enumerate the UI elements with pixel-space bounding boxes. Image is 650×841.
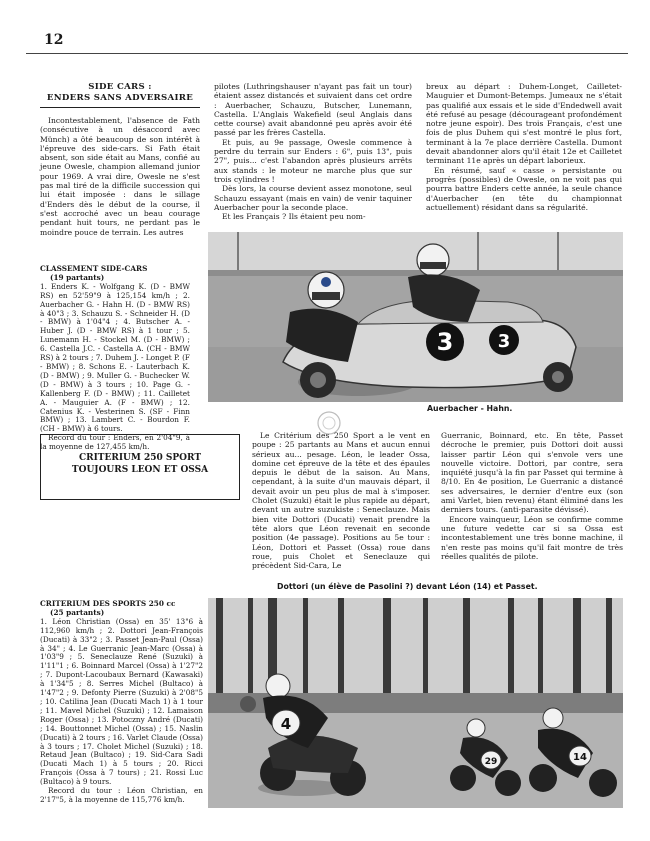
article-column-5 bbox=[441, 431, 623, 561]
results-subtitle: (19 partants) bbox=[50, 272, 105, 282]
article-column-1 bbox=[40, 116, 200, 237]
article-column-4 bbox=[252, 431, 430, 570]
race-number-text: 29 bbox=[484, 757, 498, 767]
race-number-text: 3 bbox=[436, 328, 454, 356]
race-number-text: 3 bbox=[497, 331, 511, 352]
results-body: 1. Léon Christian (Ossa) en 35' 13"6 à 112,960 km/h ; 2. Dottori Jean-François (Ducati) à 33"2 ; 3. Passet Jean-Paul (Ossa) à 34" ; 4. Le Guerranic Jean-Marc (Ossa) à 1'03"9 ; 5. Seneclauze René (Suzuki) à 1'11"1 ; 6. Boinnard Marcel (Ossa) à 1'27"2 ; 7. Dupont-Lacoubaux Bernard (Kawasaki) à 1'34"5 ; 8. Serres Michel (Bultaco) à 1'47"2 ; 9. Defonty Pierre (Suzuki) à 2'08"5 ; 10. Catilina Jean (Ducati Mach 1) à 1 tour ; 11. Mavel Michel (Suzuki) ; 12. Lamaison Roger (Ossa) ; 13. Potoczny André (Ducati) ; 14. Bouttonnet Michel (Ossa) ; 15. Naslin (Ducati) à 2 tours ; 16. Varlet Claude (Ossa) à 3 tours ; 17. Cholet Michel (Suzuki) ; 18. Retaud Jean (Bultaco) ; 19. Sid-Cara Sadi (Ducati Mach 1) à 5 tours ; 20. Ricci François (Ossa à 7 tours) ; 21. Rossi Luc (Bultaco) à 9 tours. bbox=[40, 616, 203, 787]
results-sidecars bbox=[40, 265, 190, 452]
article-title bbox=[40, 452, 240, 476]
sidecar-photo-art bbox=[208, 232, 623, 402]
results-record: Record du tour : Léon Christian, en 2'17"5, à la moyenne de 115,776 km/h. bbox=[40, 786, 203, 804]
article-paragraph: Incontestablement, l'absence de Fath (consécutive à un désaccord avec Münch) a ôté beaucoup de son intérêt à l'épreuve des side-cars. Si Fath était absent, son side était au Mans, confié au jeune Owesle, champion allemand junior pour 1969. A vrai dire, Owesle ne s'est pas mal tiré de la difficile succession qui lui était imposée : dans le sillage d'Enders dès le début de la course, il s'est accroché avec un beau courage pendant huit tours, ne perdant pas le moindre pouce de terrain. Les autres bbox=[40, 116, 200, 237]
results-subtitle: (25 partants) bbox=[50, 607, 105, 617]
article-paragraph: Encore vainqueur, Léon se confirme comme une future vedette car si sa Ossa est incontestablement une très bonne machine, il n'en reste pas moins qu'il fait montre de très réelles qualités de pilote. bbox=[441, 514, 623, 561]
results-title: CRITERIUM DES SPORTS 250 cc bbox=[40, 599, 176, 608]
article-paragraph: Le Critérium des 250 Sport a le vent en poupe : 25 partants au Mans et aucun ennui sérieux au... pesage. Léon, le leader Ossa, domine cet épreuve de la tête et des épaules depuis le début de la saison. Au Mans, cependant, à la suite d'un mauvais départ, il devait avoir un peu plus de mal à s'imposer. Cholet (Suzuki) était le plus rapide au départ, devant un autre suzukiste : Seneclauze. Mais bien vite Dottori (Ducati) venait prendre la tête alors que Léon revenait en seconde position (4e passage). Positions au 5e tour : Léon, Dottori et Passet (Ossa) roue dans roue, puis Cholet et Seneclauze qui précèdent Sid-Cara, Le bbox=[252, 431, 430, 571]
sidecar-photo bbox=[208, 232, 623, 402]
article-title-line1: CRITERIUM 250 SPORT bbox=[78, 453, 202, 463]
article-paragraph: Et les Français ? Ils étaient peu nom- bbox=[222, 212, 366, 222]
race-number-text: 14 bbox=[573, 752, 587, 763]
article-paragraph: pilotes (Luthringshauser n'ayant pas fait un tour) étaient assez distancés et suivaient dans cet ordre : Auerbacher, Schauzu, Butscher, Lunemann, Castella. L'Anglais Wakefield (seul Anglais dans cette course) avait abandonné peu après avoir été passé par les frères Castella. bbox=[214, 82, 412, 138]
article-paragraph: Guerranic, Boinnard, etc. En tête, Passet décroche le premier, puis Dottori doit aussi laisser partir Léon qui s'envole vers une nouvelle victoire. Dottori, par contre, sera inquiété jusqu'à la fin par Passet qui termine à 8/10. En 4e position, Le Guerranic a distancé ses adversaires, le dernier d'entre eux (son ami Varlet, bien revenu) étant éliminé dans les derniers tours. (anti-parasite dévissé). bbox=[441, 431, 623, 515]
article-paragraph: breux au départ : Duhem-Longet, Cailletet-Mauguier et Dumont-Betemps. Jumeaux ne s'était pas qualifié aux essais et le side d'Endedwell avait été refusé au pesage (décourageant profondément notre jeune espoir). Des trois Français, c'est une fois de plus Duhem qui s'est montré le plus fort, terminant à la 7e place derrière Castella. Dumont devait abandonner alors qu'il était 12e et Cailletet terminant 11e après un départ laborieux. bbox=[426, 82, 622, 166]
results-body: 1. Enders K. - Wolfgang K. (D - BMW RS) en 52'59"9 à 125,154 km/h ; 2. Auerbacher G. - Hahn H. (D - BMW RS) à 40"3 ; 3. Schauzu S. - Schneider H. (D - BMW) à 1'04"4 ; 4. Butscher A. - Huber J. (D - BMW RS) à 1 tour ; 5. Lunemann H. - Stockel M. (D - BMW) ; 6. Castella J.C. - Castella A. (CH - BMW RS) à 2 tours ; 7. Duhem J. - Longet P. (F - BMW) ; 8. Schons E. - Lauterbach K. (D - BMW) ; 9. Muller G. - Buchecker W. (D - BMW) à 3 tours ; 10. Page G. - Kallenberg F. (D - BMW) ; 11. Cailletet A. - Mauguier A. (F - BMW) ; 12. Catenius K. - Vesterinen S. (SF - Finn BMW) ; 13. Lambert C. - Bourdon F. (CH - BMW) à 6 tours. bbox=[40, 281, 190, 434]
article-column-3 bbox=[426, 82, 622, 212]
results-record: Record du tour : Enders, en 2'04"9, à la moyenne de 127,455 km/h. bbox=[40, 433, 190, 452]
results-title: CLASSEMENT SIDE-CARS bbox=[40, 264, 148, 273]
photo-caption: Auerbacher - Hahn. bbox=[427, 404, 513, 413]
race-number-text: 4 bbox=[280, 715, 292, 733]
motorcycle-race-photo-art bbox=[208, 598, 623, 808]
article-title-line1: SIDE CARS : bbox=[88, 82, 152, 92]
article-column-2 bbox=[214, 82, 412, 221]
article-title-line2: ENDERS SANS ADVERSAIRE bbox=[46, 93, 194, 103]
photo-caption: Dottori (un élève de Pasolini ?) devant Léon (14) et Passet. bbox=[277, 582, 538, 591]
article-title bbox=[40, 82, 200, 104]
motorcycle-race-photo bbox=[208, 598, 623, 808]
title-underline bbox=[40, 107, 200, 108]
article-title-line2: TOUJOURS LEON ET OSSA bbox=[71, 465, 209, 475]
article-paragraph: Dès lors, la course devient assez monotone, seul Schauzu essayant (mais en vain) de venir taquiner Auerbacher pour la seconde place. bbox=[214, 184, 412, 212]
page-number: 12 bbox=[44, 32, 64, 48]
results-250-sport bbox=[40, 600, 203, 805]
header-rule bbox=[26, 53, 628, 54]
article-paragraph: Et puis, au 9e passage, Owesle commence à perdre du terrain sur Enders : 6", puis 13", puis 27", puis... c'est l'abandon après plusieurs arrêts aux stands : le moteur ne marche plus que sur trois cylindres ! bbox=[214, 137, 412, 184]
article-paragraph: En résumé, sauf « casse » persistante ou progrès (possibles) de Owesle, on ne voit pas qui pourra battre Enders cette année, la seule chance d'Auerbacher (en tête du championnat actuellement) résidant dans sa régularité. bbox=[426, 165, 622, 212]
